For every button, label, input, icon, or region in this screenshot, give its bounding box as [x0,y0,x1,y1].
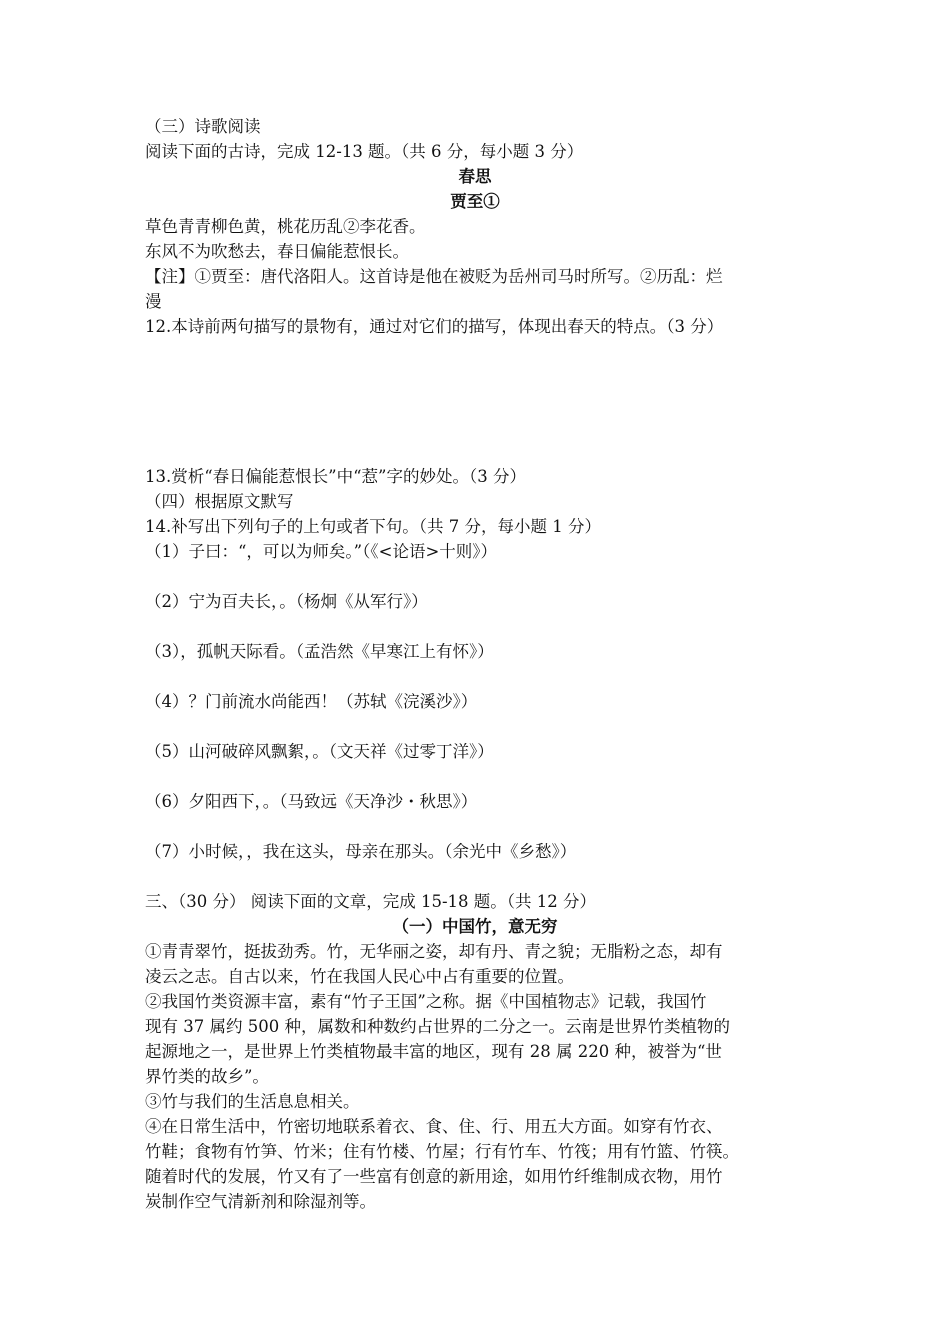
question-12: 12.本诗前两句描写的景物有，通过对它们的描写，体现出春天的特点。（3 分） [145,317,724,336]
poem-author: 贾至① [450,192,500,211]
dictation-item: （6）夕阳西下，。（马致远《天净沙・秋思》） [145,792,478,811]
poetry-instruction: 阅读下面的古诗，完成 12-13 题。（共 6 分，每小题 3 分） [145,142,584,161]
dictation-item: （7）小时候，，我在这头，母亲在那头。（余光中《乡愁》） [145,842,577,861]
paragraph-line: 凌云之志。自古以来，竹在我国人民心中占有重要的位置。 [145,967,574,986]
reading-section-heading: 三、（30 分） 阅读下面的文章，完成 15-18 题。（共 12 分） [145,892,597,911]
poem-title: 春思 [458,167,492,186]
dictation-item: （4）？门前流水尚能西！（苏轼《浣溪沙》） [145,692,478,711]
paragraph-line: ①青青翠竹，挺拔劲秀。竹，无华丽之姿，却有丹、青之貌；无脂粉之态，却有 [145,942,723,961]
dictation-item: （3），孤帆天际看。（孟浩然《早寒江上有怀》） [145,642,494,661]
dictation-section-heading: （四）根据原文默写 [145,492,294,511]
question-14: 14.补写出下列句子的上句或者下句。（共 7 分，每小题 1 分） [145,517,601,536]
poem-line: 东风不为吹愁去，春日偏能惹恨长。 [145,242,409,261]
paragraph-line: ②我国竹类资源丰富，素有“竹子王国”之称。据《中国植物志》记载，我国竹 [145,992,707,1011]
poem-note: 【注】①贾至：唐代洛阳人。这首诗是他在被贬为岳州司马时所写。②历乱：烂 [145,267,723,286]
poetry-section-heading: （三）诗歌阅读 [145,117,261,136]
article-title: （一）中国竹，意无穷 [392,917,558,936]
poem-line: 草色青青柳色黄，桃花历乱②李花香。 [145,217,426,236]
paragraph-line: ③竹与我们的生活息息相关。 [145,1092,360,1111]
question-13: 13.赏析“春日偏能惹恨长”中“惹”字的妙处。（3 分） [145,467,526,486]
paragraph-line: 炭制作空气清新剂和除湿剂等。 [145,1192,376,1211]
paragraph-line: 起源地之一，是世界上竹类植物最丰富的地区，现有 28 属 220 种，被誉为“世 [145,1042,722,1061]
dictation-item: （2）宁为百夫长，。（杨炯《从军行》） [145,592,428,611]
dictation-item: （5）山河破碎风飘絮，。（文天祥《过零丁洋》） [145,742,494,761]
paragraph-line: 现有 37 属约 500 种，属数和种数约占世界的二分之一。云南是世界竹类植物的 [145,1017,730,1036]
paragraph-line: 界竹类的故乡”。 [145,1067,269,1086]
paragraph-line: 随着时代的发展，竹又有了一些富有创意的新用途，如用竹纤维制成衣物，用竹 [145,1167,723,1186]
paragraph-line: 竹鞋；食物有竹笋、竹米；住有竹楼、竹屋；行有竹车、竹筏；用有竹篮、竹筷。 [145,1142,739,1161]
paragraph-line: ④在日常生活中，竹密切地联系着衣、食、住、行、用五大方面。如穿有竹衣、 [145,1117,723,1136]
poem-note-continued: 漫 [145,292,162,311]
dictation-item: （1）子曰：“，可以为师矣。”（《<论语>十则》） [145,542,498,561]
